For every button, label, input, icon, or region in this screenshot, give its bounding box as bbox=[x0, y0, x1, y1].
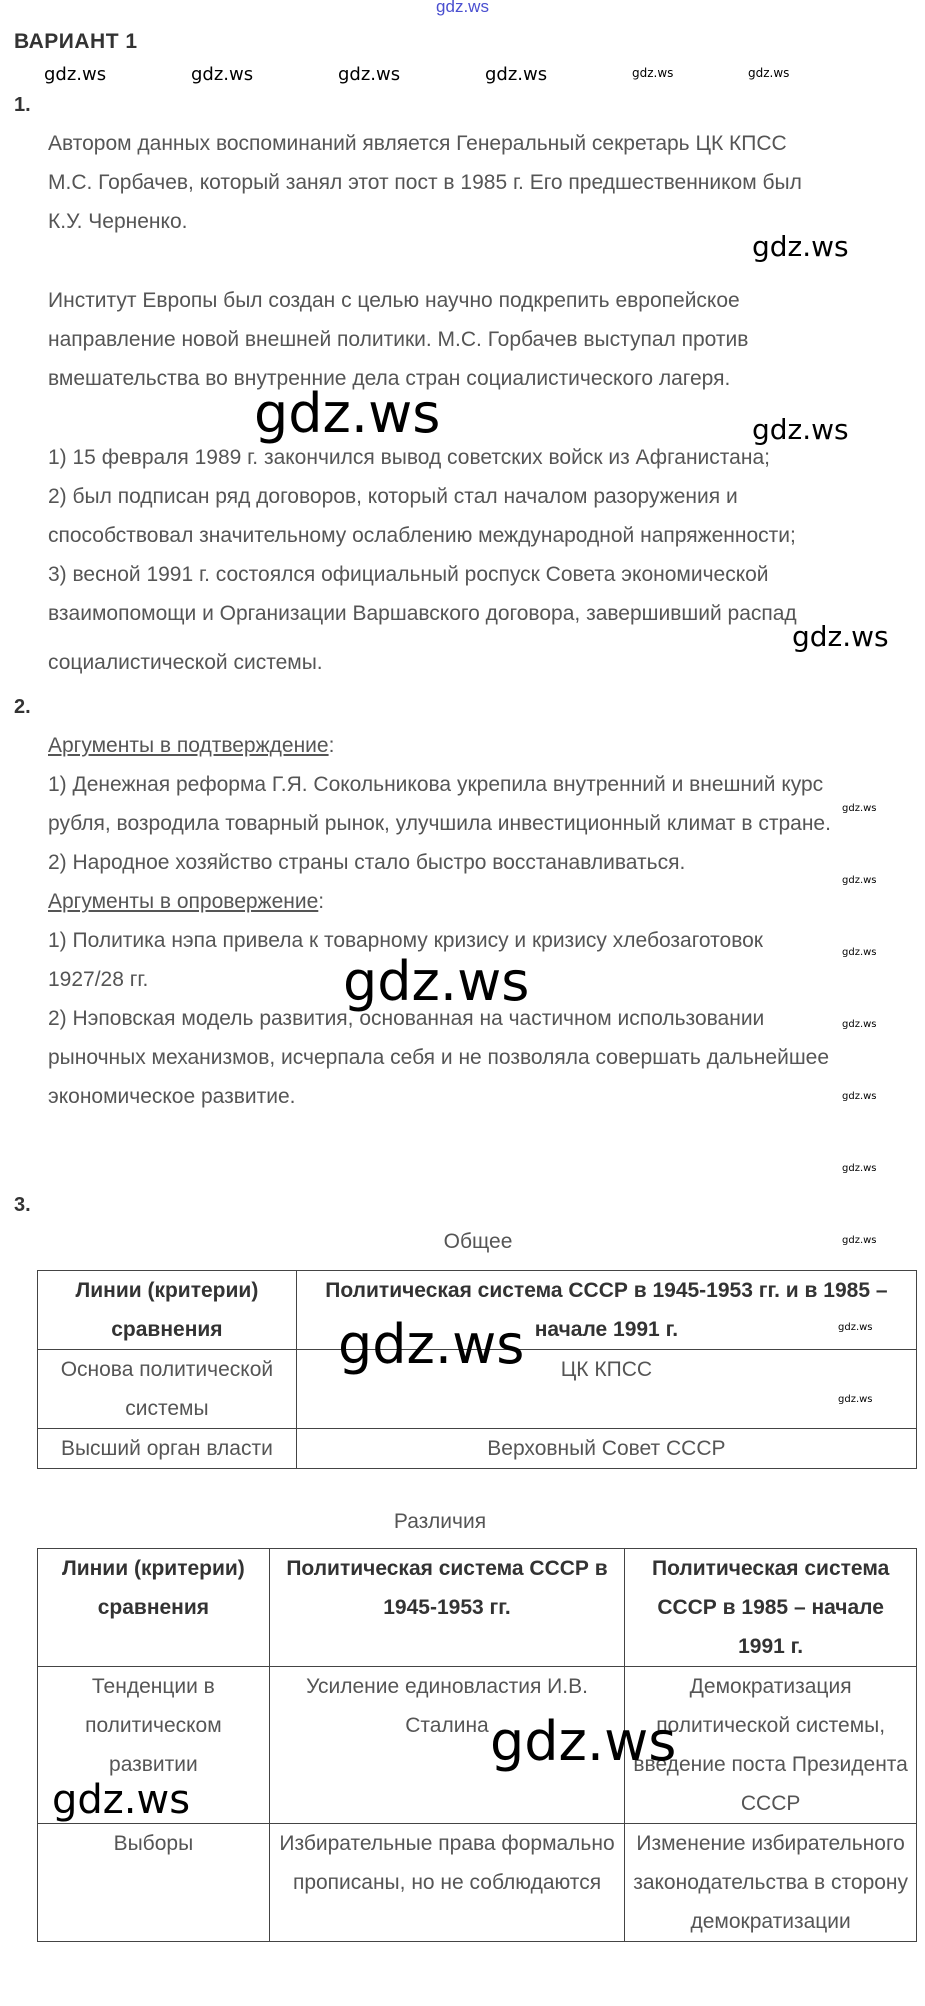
watermark: gdz.ws bbox=[792, 620, 889, 653]
watermark: gdz.ws bbox=[191, 64, 254, 85]
watermark: gdz.ws bbox=[842, 1163, 877, 1174]
question-3-number: 3. bbox=[14, 1194, 31, 1216]
answer-line: 3) весной 1991 г. состоялся официальный роспуск Совета экономической bbox=[48, 563, 769, 586]
table-header-cell: Политическая система СССР в 1945-1953 гг. bbox=[269, 1549, 624, 1667]
answer-line: 1) Денежная реформа Г.Я. Сокольникова укрепила внутренний и внешний курс bbox=[48, 773, 824, 796]
watermark: gdz.ws bbox=[838, 1322, 873, 1333]
watermark: gdz.ws bbox=[343, 950, 530, 1013]
answer-line: социалистической системы. bbox=[48, 651, 323, 674]
watermark: gdz.ws bbox=[842, 1091, 877, 1102]
table-cell: Усиление единовластия И.В. Сталина bbox=[269, 1667, 624, 1824]
answer-line: рыночных механизмов, исчерпала себя и не позволяла совершать дальнейшее bbox=[48, 1046, 830, 1069]
answer-line: 2) Народное хозяйство страны стало быстро восстанавливаться. bbox=[48, 851, 686, 874]
watermark: gdz.ws bbox=[842, 1019, 877, 1030]
table-cell: Изменение избирательного законодательства в сторону демократизации bbox=[625, 1824, 917, 1942]
table-header-cell: Политическая система СССР в 1985 – начале 1991 г. bbox=[625, 1549, 917, 1667]
watermark: gdz.ws bbox=[632, 66, 674, 80]
watermark: gdz.ws bbox=[52, 1777, 191, 1823]
table-header-cell: Линии (критерии) сравнения bbox=[38, 1549, 270, 1667]
watermark: gdz.ws bbox=[338, 64, 401, 85]
question-1-number: 1. bbox=[14, 94, 31, 116]
watermark: gdz.ws bbox=[748, 66, 790, 80]
watermark: gdz.ws bbox=[490, 1710, 677, 1773]
question-2-number: 2. bbox=[14, 696, 31, 718]
answer-line: рубля, возродила товарный рынок, улучшила инвестиционный климат в стране. bbox=[48, 812, 831, 835]
watermark: gdz.ws bbox=[842, 803, 877, 814]
table-cell: Верховный Совет СССР bbox=[296, 1429, 916, 1469]
table-header-cell: Политическая система СССР в 1945-1953 гг. и в 1985 – начале 1991 г. bbox=[296, 1271, 916, 1350]
table-row bbox=[38, 1429, 917, 1469]
top-watermark: gdz.ws bbox=[436, 0, 489, 16]
watermark: gdz.ws bbox=[842, 1235, 877, 1246]
watermark: gdz.ws bbox=[44, 64, 107, 85]
common-caption: Общее bbox=[443, 1230, 513, 1253]
answer-line: 2) Нэповская модель развития, основанная на частичном использовании bbox=[48, 1007, 765, 1030]
table-cell: Избирательные права формально прописаны, но не соблюдаются bbox=[269, 1824, 624, 1942]
watermark: gdz.ws bbox=[254, 382, 441, 445]
answer-line: способствовал значительному ослаблению международной напряженности; bbox=[48, 524, 796, 547]
answer-line: 1927/28 гг. bbox=[48, 968, 149, 991]
watermark: gdz.ws bbox=[485, 64, 548, 85]
table-cell: Демократизация политической системы, введение поста Президента СССР bbox=[625, 1667, 917, 1824]
watermark: gdz.ws bbox=[338, 1313, 525, 1376]
table-row bbox=[38, 1824, 917, 1942]
table-header-row bbox=[38, 1549, 917, 1667]
watermark: gdz.ws bbox=[752, 413, 849, 446]
table-cell: ЦК КПСС bbox=[296, 1350, 916, 1429]
table-cell: Основа политической системы bbox=[38, 1350, 297, 1429]
differences-caption: Различия bbox=[393, 1510, 487, 1533]
table-cell: Тенденции в политическом развитии bbox=[38, 1667, 270, 1824]
answer-line: М.С. Горбачев, который занял этот пост в 1985 г. Его предшественником был bbox=[48, 171, 802, 194]
answer-line: вмешательства во внутренние дела стран социалистического лагеря. bbox=[48, 367, 731, 390]
answer-line: Автором данных воспоминаний является Генеральный секретарь ЦК КПСС bbox=[48, 132, 787, 155]
variant-title: ВАРИАНТ 1 bbox=[14, 30, 138, 53]
answer-line: Институт Европы был создан с целью научно подкрепить европейское bbox=[48, 289, 740, 312]
pro-heading: Аргументы в подтверждение: bbox=[48, 734, 335, 757]
table-cell: Выборы bbox=[38, 1824, 270, 1942]
answer-line: взаимопомощи и Организации Варшавского договора, завершивший распад bbox=[48, 602, 797, 625]
answer-line: 2) был подписан ряд договоров, который стал началом разоружения и bbox=[48, 485, 738, 508]
differences-table bbox=[37, 1548, 917, 1942]
watermark: gdz.ws bbox=[838, 1394, 873, 1405]
table-cell: Высший орган власти bbox=[38, 1429, 297, 1469]
answer-line: 1) 15 февраля 1989 г. закончился вывод советских войск из Афганистана; bbox=[48, 446, 770, 469]
con-heading: Аргументы в опровержение: bbox=[48, 890, 325, 913]
table-header-cell: Линии (критерии) сравнения bbox=[38, 1271, 297, 1350]
answer-line: К.У. Черненко. bbox=[48, 210, 188, 233]
watermark: gdz.ws bbox=[842, 947, 877, 958]
answer-line: 1) Политика нэпа привела к товарному кризису и кризису хлебозаготовок bbox=[48, 929, 763, 952]
watermark: gdz.ws bbox=[842, 875, 877, 886]
answer-line: направление новой внешней политики. М.С. Горбачев выступал против bbox=[48, 328, 749, 351]
watermark: gdz.ws bbox=[752, 230, 849, 263]
answer-line: экономическое развитие. bbox=[48, 1085, 296, 1108]
